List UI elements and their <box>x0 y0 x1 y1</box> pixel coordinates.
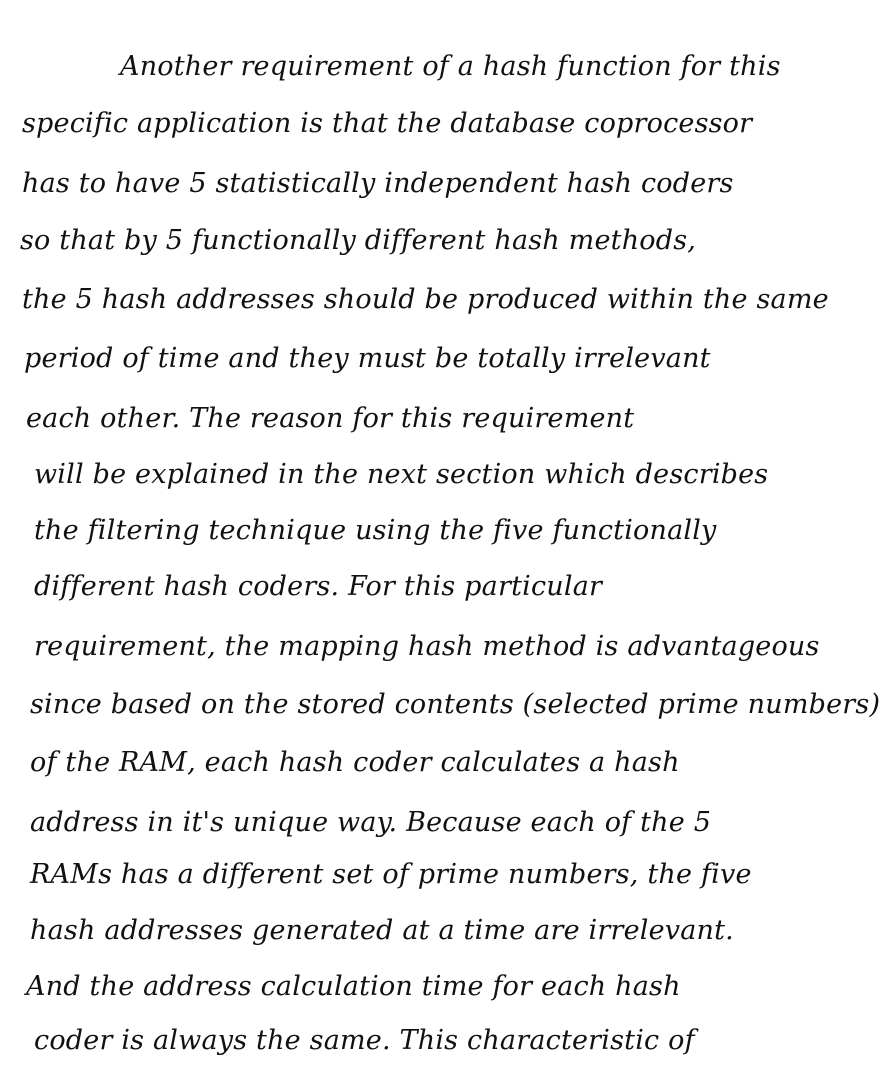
text-line-2: specific application is that the database coprocessor <box>22 108 753 139</box>
text-line-4: so that by 5 functionally different hash methods, <box>20 225 697 256</box>
text-line-17: And the address calculation time for each hash <box>26 971 681 1002</box>
text-line-7: each other. The reason for this requirement <box>26 403 635 434</box>
text-line-15: RAMs has a different set of prime numbers, the five <box>30 859 752 890</box>
text-line-14: address in it's unique way. Because each of the 5 <box>30 807 712 838</box>
text-line-13: of the RAM, each hash coder calculates a hash <box>30 747 680 778</box>
text-line-3: has to have 5 statistically independent hash coders <box>22 168 734 199</box>
text-line-5: the 5 hash addresses should be produced within the same <box>22 284 829 315</box>
text-line-12: since based on the stored contents (selected prime numbers) <box>30 689 880 720</box>
text-line-1: Another requirement of a hash function for this <box>120 51 781 82</box>
text-line-11: requirement, the mapping hash method is advantageous <box>34 631 820 662</box>
text-line-18: coder is always the same. This characteristic of <box>34 1025 695 1056</box>
text-line-10: different hash coders. For this particular <box>34 571 603 602</box>
text-line-8: will be explained in the next section which describes <box>34 459 769 490</box>
text-line-9: the filtering technique using the five functionally <box>34 515 717 546</box>
text-line-16: hash addresses generated at a time are irrelevant. <box>30 915 734 946</box>
text-line-6: period of time and they must be totally irrelevant <box>24 343 711 374</box>
